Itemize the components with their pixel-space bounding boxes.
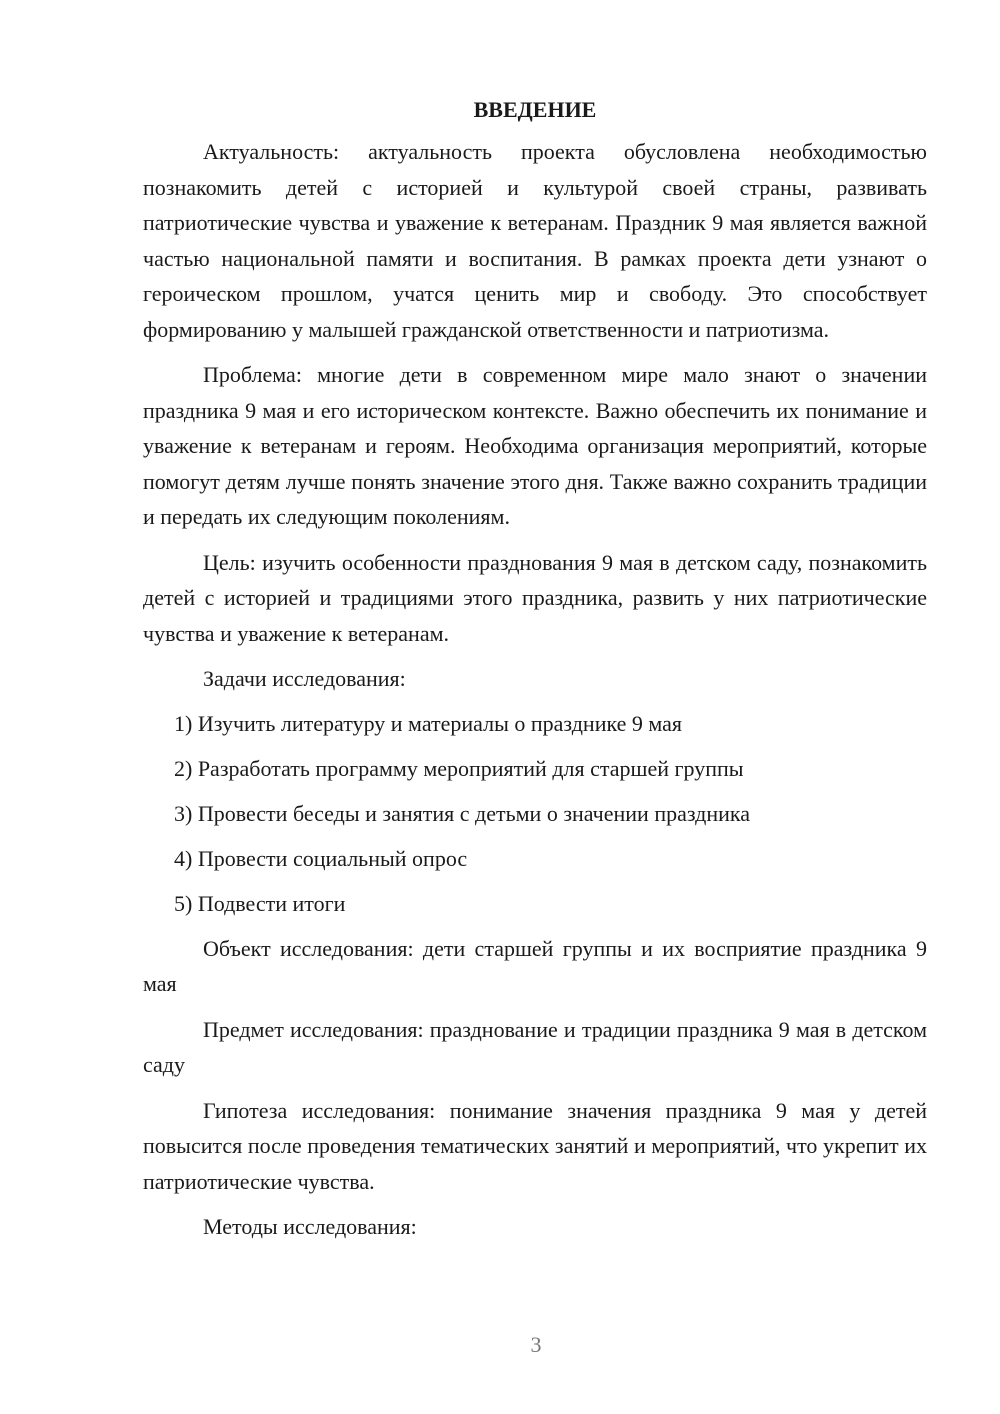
task-item: 3) Провести беседы и занятия с детьми о значении праздника — [174, 800, 751, 826]
task-item: 4) Провести социальный опрос — [174, 845, 468, 871]
task-item: 2) Разработать программу мероприятий для старшей группы — [174, 755, 744, 781]
paragraph-relevance: Актуальность: актуальность проекта обусловлена необходимостью познакомить детей с историей и культурой своей страны, развивать патриотические чувства и уважение к ветеранам. Праздник 9 мая является важной частью национальной памяти и воспитания. В рамках проекта дети узнают о героическом прошлом, учатся ценить мир и свободу. Это способствует формированию у малышей гражданской ответственности и патриотизма. — [143, 139, 927, 342]
methods-heading: Методы исследования: — [203, 1214, 417, 1239]
page-number: 3 — [530, 1332, 542, 1357]
paragraph-problem: Проблема: многие дети в современном мире мало знают о значении праздника 9 мая и его историческом контексте. Важно обеспечить их понимание и уважение к ветеранам и героям. Необходима организация мероприятий, которые помогут детям лучше понять значение этого дня. Также важно сохранить традиции и передать их следующим поколениям. — [143, 362, 927, 529]
task-item: 1) Изучить литературу и материалы о празднике 9 мая — [174, 710, 683, 736]
section-title: ВВЕДЕНИЕ — [473, 97, 597, 122]
paragraph-subject: Предмет исследования: празднование и традиции праздника 9 мая в детском саду — [143, 1016, 927, 1077]
task-item: 5) Подвести итоги — [174, 890, 346, 916]
paragraph-hypothesis: Гипотеза исследования: понимание значения праздника 9 мая у детей повысится после проведения тематических занятий и мероприятий, что укрепит их патриотические чувства. — [143, 1097, 927, 1194]
paragraph-goal: Цель: изучить особенности празднования 9 мая в детском саду, познакомить детей с историей и традициями этого праздника, развить у них патриотические чувства и уважение к ветеранам. — [143, 549, 927, 646]
document-page — [143, 92, 927, 1255]
tasks-heading: Задачи исследования: — [203, 666, 406, 691]
paragraph-object: Объект исследования: дети старшей группы и их восприятие праздника 9 мая — [143, 935, 927, 996]
